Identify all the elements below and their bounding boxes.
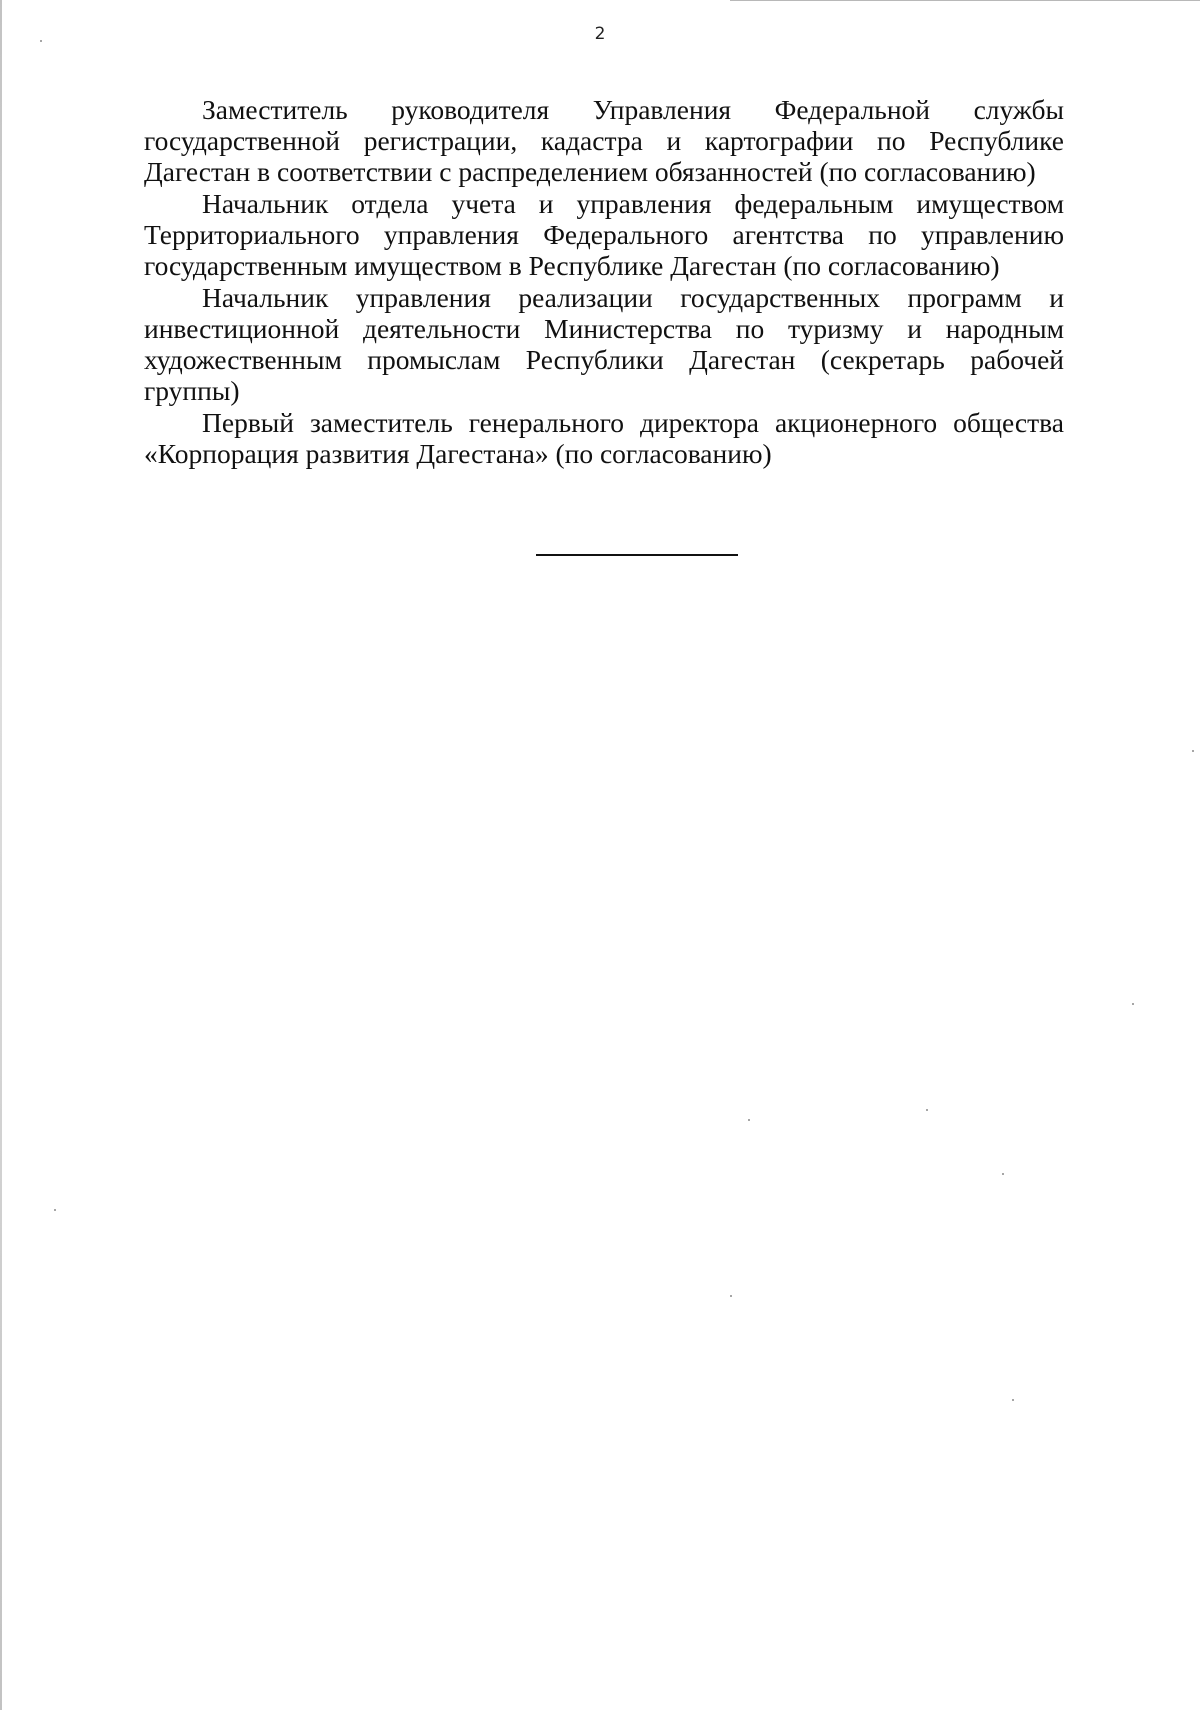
paragraph-first-deputy-director-corporation: Первый заместитель генерального директора акционерного общества «Корпорация развития Дагестана» (по согласованию) — [144, 407, 1064, 469]
end-of-list-rule — [536, 554, 738, 556]
scan-speck — [1132, 1003, 1134, 1005]
paragraph-head-state-programs-department: Начальник управления реализации государственных программ и инвестиционной деятельности Министерства по туризму и народным художественным промыслам Республики Дагестан (секретарь рабочей группы) — [144, 282, 1064, 406]
page-number: 2 — [594, 24, 606, 44]
scan-speck — [926, 1109, 928, 1111]
scan-speck — [1012, 1399, 1014, 1401]
paragraph-deputy-head-rosreestr: Заместитель руководителя Управления Федеральной службы государственной регистрации, кадастра и картографии по Республике Дагестан в соответствии с распределением обязанностей (по согласованию) — [144, 94, 1064, 187]
scan-left-edge — [0, 0, 2, 1710]
scan-top-edge — [730, 0, 1200, 1]
scan-speck — [748, 1119, 750, 1121]
paragraph-head-federal-property-department: Начальник отдела учета и управления федеральным имуществом Территориального управления Федерального агентства по управлению государственным имуществом в Республике Дагестан (по согласованию) — [144, 188, 1064, 281]
scan-speck — [40, 40, 42, 42]
document-body — [144, 94, 1064, 470]
scan-speck — [1192, 750, 1194, 752]
scan-speck — [1002, 1173, 1004, 1175]
scan-speck — [54, 1209, 56, 1211]
scan-speck — [730, 1295, 732, 1297]
